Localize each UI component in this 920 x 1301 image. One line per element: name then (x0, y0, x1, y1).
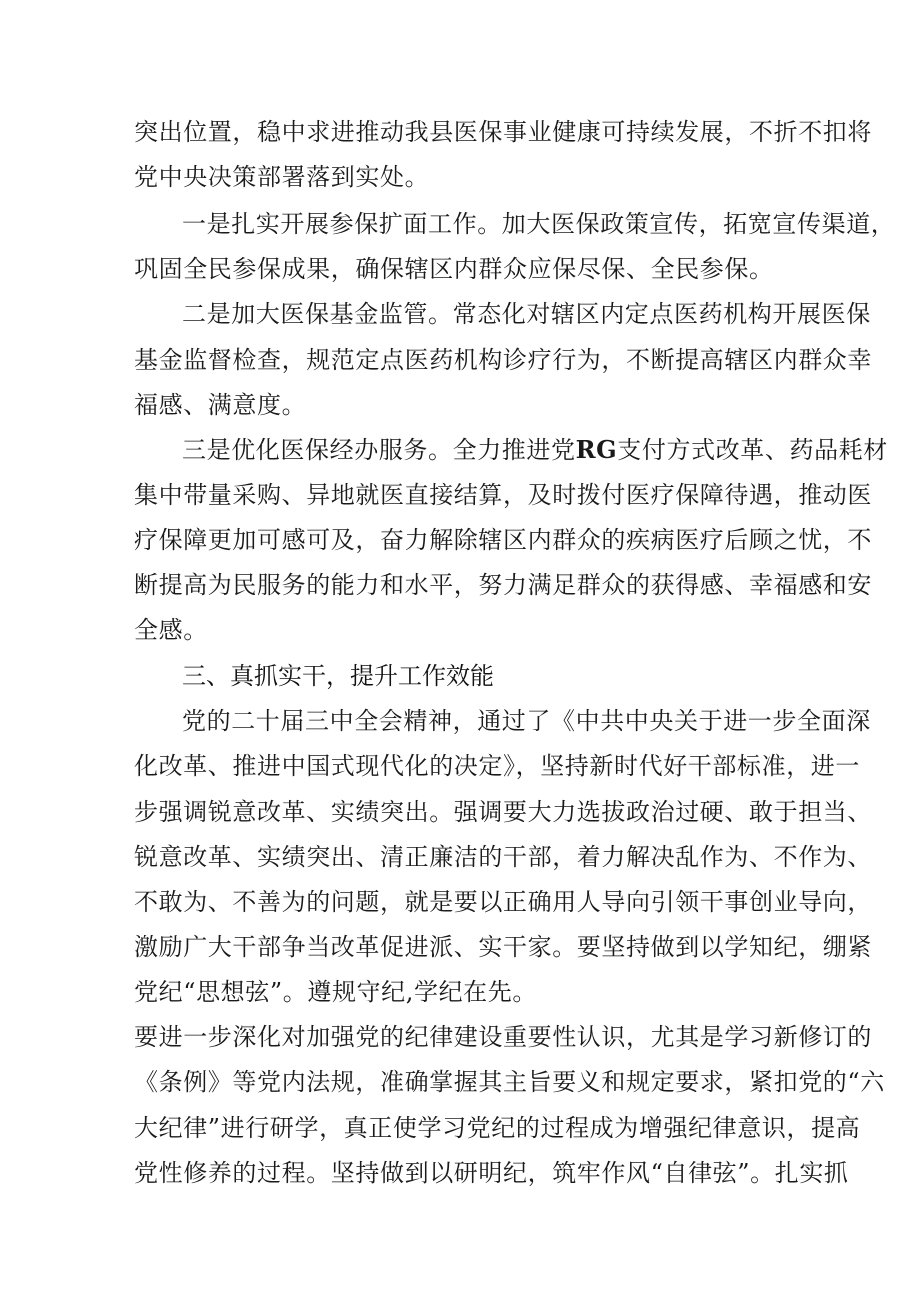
paragraph-line: 激励广大干部争当改革促进派、实干家。要坚持做到以学知纪，绷紧 (134, 933, 872, 961)
emphasis-text: RG (575, 435, 618, 464)
paragraph-line: 巩固全民参保成果，确保辖区内群众应保尽保、全民参保。 (134, 255, 774, 283)
paragraph-line: 全感。 (134, 616, 208, 644)
paragraph-line: 锐意改革、实绩突出、清正廉洁的干部，着力解决乱作为、不作为、 (134, 843, 872, 871)
paragraph-line: 基金监督检查，规范定点医药机构诊疗行为，不断提高辖区内群众幸 (134, 346, 872, 374)
paragraph-line: 福感、满意度。 (134, 391, 307, 419)
paragraph-line: 大纪律”进行研学，真正使学习党纪的过程成为增强纪律意识，提高 (134, 1114, 861, 1142)
paragraph-line: 二是加大医保基金监管。常态化对辖区内定点医药机构开展医保 (182, 300, 871, 328)
paragraph-line: 党纪“思想弦”。遵规守纪,学纪在先。 (134, 978, 537, 1006)
section-heading: 三、真抓实干，提升工作效能 (182, 662, 494, 690)
paragraph-line: 党的二十届三中全会精神，通过了《中共中央关于进一步全面深 (182, 707, 871, 735)
paragraph-line: 要进一步深化对加强党的纪律建设重要性认识，尤其是学习新修订的 (134, 1023, 872, 1051)
paragraph-line: 《条例》等党内法规，准确掌握其主旨要义和规定要求，紧扣党的“六 (134, 1068, 885, 1096)
paragraph-line: 断提高为民服务的能力和水平，努力满足群众的获得感、幸福感和安 (134, 571, 872, 599)
paragraph-text: 三是优化医保经办服务。全力推进党 (182, 436, 576, 464)
paragraph-line: 一是扎实开展参保扩面工作。加大医保政策宣传，拓宽宣传渠道， (182, 210, 896, 238)
paragraph-line: 集中带量采购、异地就医直接结算，及时拨付医疗保障待遇，推动医 (134, 481, 872, 509)
paragraph-line: 疗保障更加可感可及，奋力解除辖区内群众的疾病医疗后顾之忧，不 (134, 526, 872, 554)
paragraph-text: 支付方式改革、药品耗材 (617, 436, 888, 464)
paragraph-line: 步强调锐意改革、实绩突出。强调要大力选拔政治过硬、敢于担当、 (134, 798, 872, 826)
paragraph-line: 不敢为、不善为的问题，就是要以正确用人导向引领干事创业导向， (134, 888, 872, 916)
paragraph-line: 党性修养的过程。坚持做到以研明纪，筑牢作风“自律弦”。扎实抓 (134, 1159, 849, 1187)
paragraph-line: 突出位置，稳中求进推动我县医保事业健康可持续发展，不折不扣将 (134, 118, 872, 146)
paragraph-line (182, 435, 888, 465)
paragraph-line: 党中央决策部署落到实处。 (134, 163, 430, 191)
paragraph-line: 化改革、推进中国式现代化的决定》，坚持新时代好干部标准，进一 (134, 752, 860, 780)
